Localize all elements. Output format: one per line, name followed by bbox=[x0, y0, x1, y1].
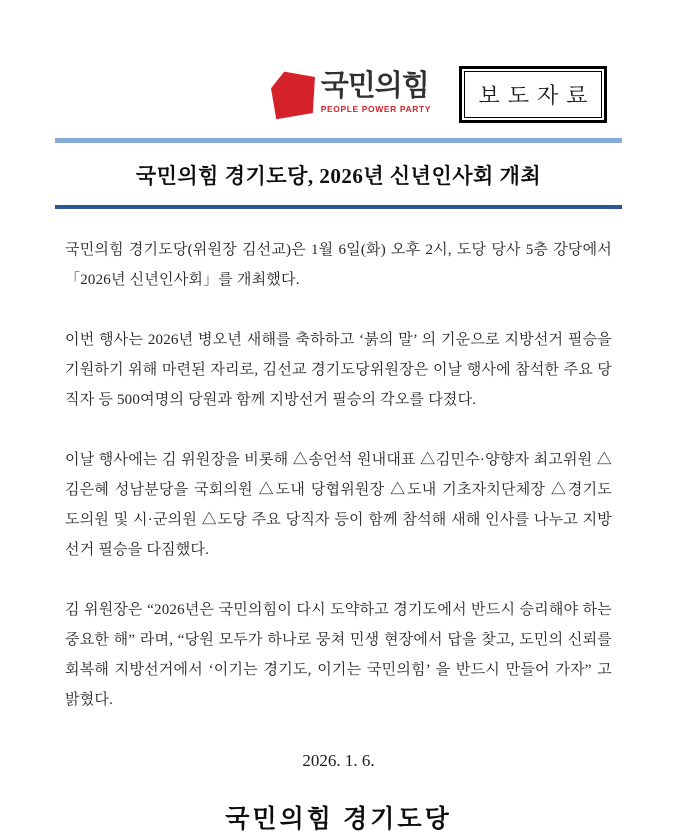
divider-under-title bbox=[55, 205, 622, 209]
paragraph-2: 이번 행사는 2026년 병오년 새해를 축하하고 ‘붉의 말’ 의 기운으로 지방선거 필승을 기원하기 위해 마련된 자리로, 김선교 경기도당위원장은 이날 행사에 참석한 주요 당직자 등 500여명의 당원과 함께 지방선거 필승의 각오를 다졌다. bbox=[65, 332, 612, 408]
document-signature: 국민의힘 경기도당 bbox=[225, 806, 452, 833]
press-release-stamp-box bbox=[459, 66, 607, 123]
divider-top bbox=[55, 138, 622, 143]
party-symbol-shape bbox=[271, 71, 315, 119]
stamp-label: 보도자료 bbox=[478, 83, 596, 108]
paragraph-4: 김 위원장은 “2026년은 국민의힘이 다시 도약하고 경기도에서 반드시 승리해야 하는 중요한 해” 라며, “당원 모두가 하나로 뭉쳐 민생 현장에서 답을 찾고, 도민의 신뢰를 회복해 지방선거에서 ‘이기는 경기도, 이기는 국민의힘’ 을 반드시 만들어 가자” 고 밝혔다. bbox=[65, 602, 612, 708]
party-name: 국민의힘 bbox=[320, 69, 429, 102]
paragraph-3: 이날 행사에는 김 위원장을 비롯해 △송언석 원내대표 △김민수·양향자 최고위원 △김은혜 성남분당을 국회의원 △도내 당협위원장 △도내 기초자치단체장 △경기도 도의원 및 시·군의원 △도당 주요 당직자 등이 함께 참석해 새해 인사를 나누고 지방선거 필승을 다짐했다. bbox=[65, 452, 612, 558]
paragraph-1: 국민의힘 경기도당(위원장 김선교)은 1월 6일(화) 오후 2시, 도당 당사 5층 강당에서 「2026년 신년인사회」를 개최했다. bbox=[65, 242, 612, 288]
document-date: 2026. 1. 6. bbox=[302, 751, 375, 770]
document-footer bbox=[0, 751, 677, 835]
party-subtitle: PEOPLE POWER PARTY bbox=[320, 103, 431, 114]
document-title: 국민의힘 경기도당, 2026년 신년인사회 개최 bbox=[135, 164, 542, 188]
party-logo-text bbox=[321, 70, 431, 114]
party-logo bbox=[271, 70, 431, 120]
header bbox=[0, 0, 677, 123]
document-body bbox=[0, 235, 677, 715]
party-symbol-icon bbox=[271, 70, 315, 120]
